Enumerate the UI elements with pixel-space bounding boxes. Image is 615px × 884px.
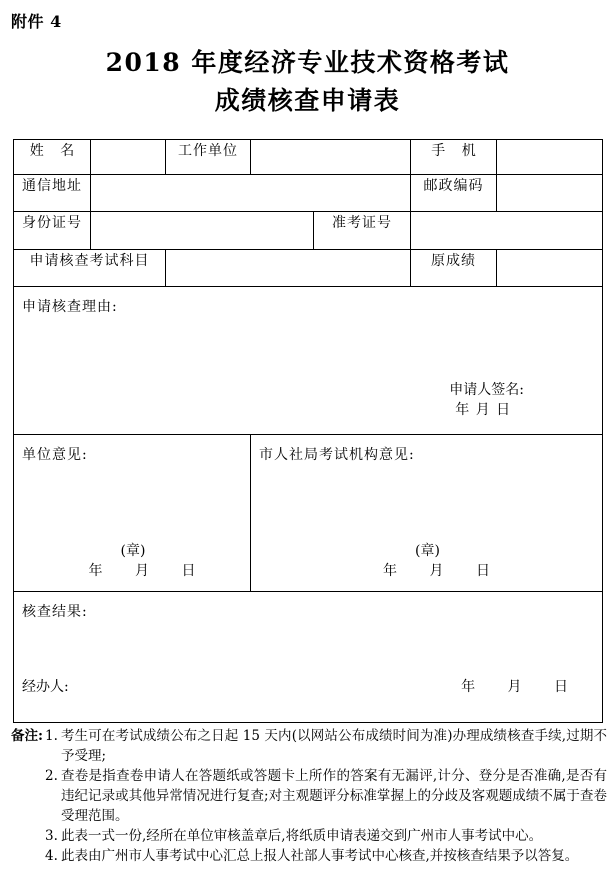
table-row-opinions [14,435,603,592]
notes-row [11,726,607,866]
result-heading: 核查结果: [22,604,88,620]
note-item [45,826,607,846]
unit-opinion-heading: 单位意见: [22,447,88,463]
notes-section [11,726,607,866]
original-score-value[interactable] [497,250,603,287]
admission-ticket-value[interactable] [411,212,603,250]
notes-list [45,726,607,866]
review-subject-label: 申请核查考试科目 [14,250,166,287]
note-number: 3. [44,828,58,844]
bureau-opinion-heading: 市人社局考试机构意见: [259,447,415,463]
original-score-label: 原成绩 [411,250,497,287]
note-number: 1. [44,728,58,744]
unit-opinion-stamp-block [14,541,250,581]
work-unit-label: 工作单位 [166,140,251,175]
name-label: 姓 名 [14,140,91,175]
table-row-address [14,175,603,212]
table-row-result [14,592,603,723]
table-row-name [14,140,603,175]
admission-ticket-label: 准考证号 [314,212,411,250]
note-text: 考生可在考试成绩公布之日起 15 天内(以网站公布成绩时间为准)办理成绩核查手续,过期不予受理; [60,728,607,764]
bureau-opinion-stamp-block [251,541,602,581]
address-value[interactable] [91,175,411,212]
note-item [45,766,607,826]
handler-label: 经办人: [22,679,69,695]
address-label: 通信地址 [14,175,91,212]
name-value[interactable] [91,140,166,175]
note-item [45,726,607,766]
title-line-1: 2018 年度经济专业技术资格考试 [105,48,510,77]
reason-cell[interactable] [14,287,603,435]
mobile-value[interactable] [497,140,603,175]
id-number-value[interactable] [91,212,314,250]
page-title [0,44,615,120]
review-subject-value[interactable] [166,250,411,287]
note-text: 此表一式一份,经所在单位审核盖章后,将纸质申请表递交到广州市人事考试中心。 [60,828,543,844]
work-unit-value[interactable] [251,140,411,175]
applicant-signature-label: 申请人签名: [449,382,524,398]
application-form-table [13,139,603,723]
postcode-value[interactable] [497,175,603,212]
notes-label: 备注: [11,728,43,744]
applicant-signature-block [449,380,524,420]
applicant-signature-date: 年 月 日 [455,402,512,418]
bureau-opinion-date: 年 月 日 [383,563,504,579]
table-row-reason [14,287,603,435]
result-date: 年 月 日 [461,679,582,695]
note-item [45,846,607,866]
note-number: 2. [44,768,58,784]
result-cell[interactable] [14,592,603,723]
postcode-label: 邮政编码 [411,175,497,212]
note-number: 4. [44,848,58,864]
unit-opinion-date: 年 月 日 [88,563,210,579]
note-text: 此表由广州市人事考试中心汇总上报人社部人事考试中心核查,并按核查结果予以答复。 [60,848,579,864]
reason-heading: 申请核查理由: [22,299,118,315]
bureau-opinion-stamp-label: (章) [415,543,440,559]
result-footer [22,676,588,696]
unit-opinion-stamp-label: (章) [120,543,146,559]
id-number-label: 身份证号 [14,212,91,250]
unit-opinion-cell[interactable] [14,435,251,592]
title-line-2: 成绩核查申请表 [214,86,401,115]
bureau-opinion-cell[interactable] [251,435,603,592]
mobile-label: 手 机 [411,140,497,175]
table-row-subject [14,250,603,287]
attachment-label: 附件 4 [11,12,62,31]
note-text: 查卷是指查卷申请人在答题纸或答题卡上所作的答案有无漏评,计分、登分是否准确,是否有违纪记录或其他异常情况进行复查;对主观题评分标准掌握上的分歧及客观题成绩不属于查卷受理范围。 [60,768,607,824]
table-row-id [14,212,603,250]
